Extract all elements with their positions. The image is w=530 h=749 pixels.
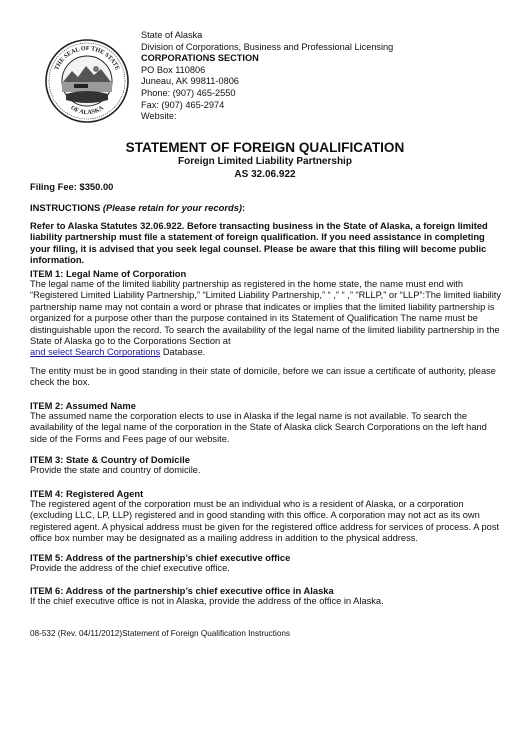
subtitle-statute: AS 32.06.922 [234, 168, 296, 180]
item1-good-standing: The entity must be in good standing in their state of domicile, before we can issue a certificate of authority, please check the box. [30, 366, 496, 388]
seal-text-bottom: OF ALASKA [69, 104, 105, 117]
filing-fee: Filing Fee: $350.00 [30, 181, 114, 192]
item5-body: Provide the address of the chief executive office. [30, 563, 230, 573]
subtitle-entity-type: Foreign Limited Liability Partnership [178, 156, 352, 167]
item3-heading: ITEM 3: State & Country of Domicile [30, 454, 190, 465]
instructions-note: (Please retain for your records) [102, 202, 243, 213]
agency-header [141, 30, 393, 123]
item2-body: The assumed name the corporation elects to use in Alaska if the legal name is not available. To search the availability of the legal name of the corporation in the State of Alaska click Search Corporations on the left hand side of the Forms and Fees page of our website. [30, 411, 487, 444]
instructions-label: INSTRUCTIONS [30, 202, 103, 213]
item2-heading: ITEM 2: Assumed Name [30, 400, 136, 411]
seal-text-top: THE SEAL OF THE STATE [53, 44, 121, 72]
document-subtitle [0, 156, 530, 181]
item6-heading: ITEM 6: Address of the partnership’s chief executive office in Alaska [30, 585, 334, 596]
header-line-city: Juneau, AK 99811-0806 [141, 76, 239, 87]
header-line-phone: Phone: (907) 465-2550 [141, 87, 236, 98]
item1-text-end: Database. [160, 347, 206, 358]
item6-body: If the chief executive office is not in Alaska, provide the address of the office in Alaska. [30, 596, 384, 606]
instructions-colon: : [242, 202, 246, 213]
item4-body: The registered agent of the corporation must be an individual who is a resident of Alaska, or a corporation (excluding LLC, LP, LLP) registered and in good standing with this office. A corporation may not act as its own registered agent. A physical address must be given for the registered office address for services of process. A post office box number may be designated as a mailing address in addition to the physical address. [30, 499, 500, 544]
header-line-pobox: PO Box 110806 [141, 64, 206, 75]
item1-body [30, 279, 506, 359]
instructions-heading [30, 202, 245, 213]
item5-heading: ITEM 5: Address of the partnership’s chief executive office [30, 552, 291, 563]
item1-text: The legal name of the limited liability partnership as registered in the home state, the name must end with “Registered Limited Liability Partnership,” “Limited Liability Partnership,” “ ,” “ ,” “RLLP,” or “LLP”:The limited liability partnership name may not contain a word or phrase that indicates or implies that the limited liability partnership is organized for a purpose other than the purpose contained in its Statement of Qualification The name must be distinguishable upon the record. To search the availability of the legal name of the limited liability partnership in the State of Alaska go to the Corporations Section at [30, 279, 502, 347]
document-title: STATEMENT OF FOREIGN QUALIFICATION [125, 140, 405, 155]
item4-heading: ITEM 4: Registered Agent [30, 488, 144, 499]
header-line-state: State of Alaska [141, 30, 203, 40]
header-line-website: Website: [141, 111, 177, 122]
state-seal-logo [44, 38, 130, 124]
search-corporations-link[interactable]: and select Search Corporations [30, 347, 161, 358]
item1-heading: ITEM 1: Legal Name of Corporation [30, 268, 187, 279]
form-footer: 08-532 (Rev. 04/11/2012)Statement of Foreign Qualification Instructions [30, 629, 291, 638]
intro-paragraph: Refer to Alaska Statutes 32.06.922. Before transacting business in the State of Alaska, a foreign limited liability partnership must file a statement of foreign qualification. If you need assistance in completing your filing, it is advised that you seek legal counsel. Please be aware that this filing will become public information. [30, 220, 488, 266]
header-line-fax: Fax: (907) 465-2974 [141, 99, 225, 110]
header-line-section: CORPORATIONS SECTION [141, 53, 259, 64]
header-line-division: Division of Corporations, Business and Professional Licensing [141, 41, 394, 52]
item3-body: Provide the state and country of domicile. [30, 465, 201, 475]
